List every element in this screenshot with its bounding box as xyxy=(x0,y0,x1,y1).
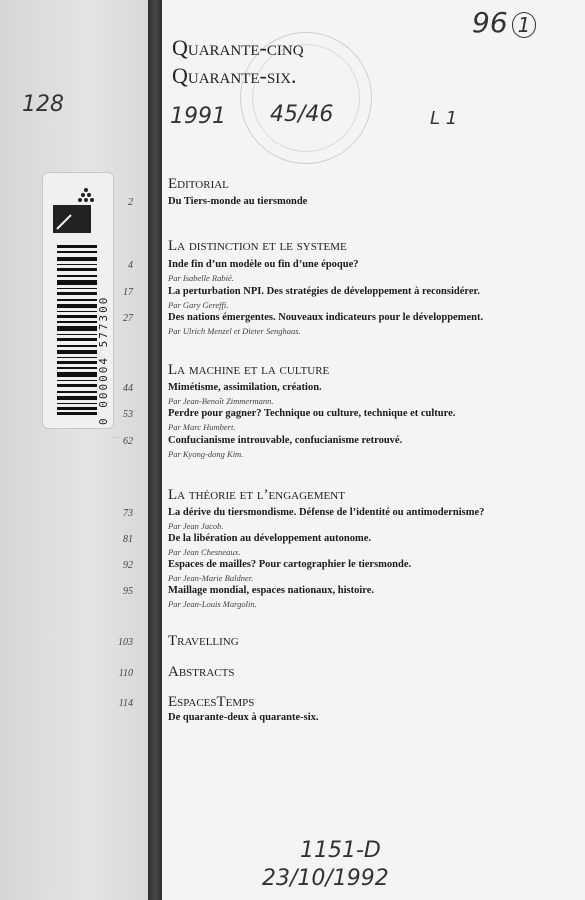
publisher-logo-icon xyxy=(51,185,97,235)
left-page xyxy=(0,0,148,900)
toc-entry-title: La dérive du tiersmondisme. Défense de l’identité ou antimodernisme? xyxy=(168,507,485,518)
toc-page-number: 4 xyxy=(128,260,133,271)
toc-entry-title: Des nations émergentes. Nouveaux indicateurs pour le développement. xyxy=(168,312,484,323)
journal-title xyxy=(172,34,304,90)
toc-entry-author: Par Isabelle Rabié. xyxy=(168,273,234,283)
toc-entry-author: Par Jean Jacob. xyxy=(168,521,224,531)
toc-section-title: Abstracts xyxy=(168,664,235,680)
toc-page-number: 103 xyxy=(118,637,133,648)
toc-entry-title: Espaces de mailles? Pour cartographier le tiersmonde. xyxy=(168,559,412,570)
toc-page-number: 2 xyxy=(128,197,133,208)
toc-page-number: 95 xyxy=(123,586,133,597)
toc-page-number: 53 xyxy=(123,409,133,420)
toc-entry-title: De la libération au développement autonome. xyxy=(168,533,371,544)
toc-entry-author: Par Ulrich Menzel et Dieter Senghaas. xyxy=(168,326,301,336)
handwritten-top-right: 96 1 xyxy=(472,6,536,39)
journal-title-line2: Quarante-six. xyxy=(172,63,297,88)
toc-entry-title: La perturbation NPI. Des stratégies de développement à reconsidérer. xyxy=(168,286,480,297)
toc-entry-author: Par Jean-Benoît Zimmermann. xyxy=(168,396,274,406)
toc-entry-title: Maillage mondial, espaces nationaux, histoire. xyxy=(168,585,375,596)
toc-page-number: 44 xyxy=(123,383,133,394)
toc-section-title: La théorie et l’engagement xyxy=(168,487,345,503)
handwritten-mark: L 1 xyxy=(430,108,458,129)
toc-section-title: La machine et la culture xyxy=(168,362,330,378)
toc-entry-title: Du Tiers-monde au tiersmonde xyxy=(168,196,308,207)
toc-entry-author: Par Jean-Louis Margolin. xyxy=(168,599,257,609)
toc-page-number: 62 xyxy=(123,436,133,447)
toc-entry-title: Inde fin d’un modèle ou fin d’une époque? xyxy=(168,259,359,270)
toc-entry-title: Perdre pour gagner? Technique ou culture, technique et culture. xyxy=(168,408,456,419)
toc-page-number: 110 xyxy=(118,668,133,679)
handwritten-bottom-code: 1151-D xyxy=(300,838,381,863)
toc-section-title: Travelling xyxy=(168,633,239,649)
toc-entry-author: Par Jean Chesneaux. xyxy=(168,547,241,557)
toc-page-number: 27 xyxy=(123,313,133,324)
library-stamp-faded xyxy=(258,800,378,828)
journal-title-line1: Quarante-cinq xyxy=(172,35,304,60)
toc-entry-subtitle: De quarante-deux à quarante-six. xyxy=(168,712,319,723)
toc-page-number: 17 xyxy=(123,287,133,298)
toc-entry-author: Par Kyong-dong Kim. xyxy=(168,449,244,459)
toc-section-title: EspacesTemps xyxy=(168,694,255,710)
barcode-icon xyxy=(57,245,97,415)
toc-entry-title: Mimétisme, assimilation, création. xyxy=(168,382,322,393)
toc-entry-author: Par Marc Humbert. xyxy=(168,422,236,432)
barcode-digits: 0 000004 577300 xyxy=(97,295,110,425)
toc-page-number: 73 xyxy=(123,508,133,519)
toc-section-title: Editorial xyxy=(168,176,229,192)
toc-page-number: 114 xyxy=(118,698,133,709)
bleed-through-text: … xyxy=(112,431,120,440)
handwritten-left-note: 128 xyxy=(22,92,64,117)
handwritten-year: 1991 xyxy=(170,104,226,129)
toc-section-title: La distinction et le systeme xyxy=(168,238,347,254)
toc-entry-author: Par Jean-Marie Baldner. xyxy=(168,573,254,583)
toc-entry-author: Par Gary Gereffi. xyxy=(168,300,229,310)
toc-entry-title: Confucianisme introuvable, confucianisme retrouvé. xyxy=(168,435,403,446)
toc-page-number: 92 xyxy=(123,560,133,571)
toc-page-number: 81 xyxy=(123,534,133,545)
handwritten-issue: 45/46 xyxy=(270,102,334,127)
book-spine xyxy=(148,0,162,900)
handwritten-bottom-date: 23/10/1992 xyxy=(262,866,389,891)
